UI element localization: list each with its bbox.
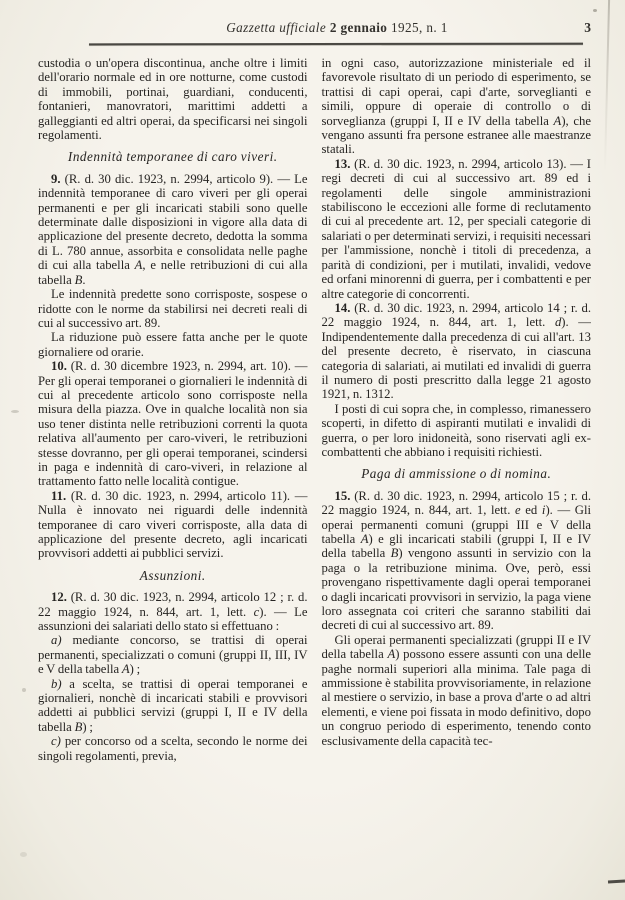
- masthead-date: 2 gennaio: [326, 20, 388, 35]
- paragraph: 9. (R. d. 30 dic. 1923, n. 2994, articolo 9). — Le indennità temporanee di caro viveri per gli operai permanenti e per gli incaricati stabili sono quelle determinate dalle disposizioni in vigore alla data di applicazione del presente decreto, dedotta la somma di L. 780 annue, assorbita e consolidata nelle paghe di cui alla tabella A, e nelle retribuzioni di cui alla tabella B.: [38, 171, 308, 287]
- scan-speck: [22, 688, 26, 692]
- scan-crease: [604, 0, 610, 172]
- paragraph: a) mediante concorso, se trattisi di operai permanenti, specializzati o comuni (gruppi II, III, IV e V della tabella A) ;: [38, 633, 308, 677]
- section-heading: Paga di ammissione o di nomina.: [361, 466, 552, 482]
- scan-speck: [11, 410, 19, 413]
- text-columns: [38, 56, 591, 866]
- masthead-issue: 1925, n. 1: [387, 20, 448, 35]
- paragraph: Le indennità predette sono corrisposte, sospese o ridotte con le norme da stabilirsi nei decreti reali di cui al successivo art. 89.: [38, 287, 308, 330]
- paragraph: in ogni caso, autorizzazione ministeriale ed il favorevole risultato di un periodo di esperimento, se trattisi di capi operai, capi d'arte, sorveglianti e simili, oppure di operaie di controllo o di sorveglianza (gruppi I, II e IV della tabella A), che vengano assunti fra persone estranee alle maestranze statali.: [321, 56, 591, 157]
- paragraph: c) per concorso od a scelta, secondo le norme dei singoli regolamenti, previa,: [38, 734, 308, 763]
- scan-speck: [593, 9, 597, 12]
- paragraph: b) a scelta, se trattisi di operai temporanei e giornalieri, nonchè di incaricati stabili e provvisori addetti ai pubblici servizi (gruppi I, II e IV della tabella B) ;: [38, 676, 308, 734]
- left-column: [38, 56, 308, 866]
- section-heading: Indennità temporanee di caro viveri.: [67, 149, 278, 165]
- paragraph: 11. (R. d. 30 dic. 1923, n. 2994, articolo 11). — Nulla è innovato nei riguardi delle indennità temporanee di caro viveri corrisposte, alla data di applicazione del presente decreto, agli incaricati provvisori addetti ai pubblici servizi.: [38, 488, 308, 561]
- scan-mark: [608, 880, 625, 884]
- header-rule: [89, 43, 583, 46]
- paragraph: I posti di cui sopra che, in complesso, rimanessero scoperti, in difetto di aspiranti mutilati e invalidi di guerra, o per loro inidoneità, sono riservati agli ex-combattenti che abbiano i requisiti richiesti.: [321, 401, 591, 459]
- page-number: 3: [584, 20, 591, 35]
- right-column: [322, 56, 592, 866]
- paragraph: 14. (R. d. 30 dic. 1923, n. 2994, articolo 14 ; r. d. 22 maggio 1924, n. 844, art. 1, lett. d). — Indipendentemente dalla precedenza di cui all'art. 13 del presente decreto, è riservato, in ciascuna categoria di salariati, ai mutilati ed invalidi di guerra il numero di posti prescritto dalla legge 21 agosto 1921, n. 1312.: [321, 300, 591, 402]
- scan-speck: [20, 852, 27, 857]
- paragraph: 13. (R. d. 30 dic. 1923, n. 2994, articolo 13). — I regi decreti di cui al successivo art. 89 ed i regolamenti delle singole amministrazioni stabiliscono le eccezioni alle forme di reclutamento di cui al precedente art. 12, per speciali categorie di salariati o per determinati servizi, i requisiti necessari per l'ammissione, nonchè i titoli di precedenza, a parità di condizioni, per i mutilati, invalidi, vedove ed orfani minorenni di guerra, per i combattenti e per altre categorie di concorrenti.: [321, 156, 591, 301]
- paragraph: La riduzione può essere fatta anche per le quote giornaliere od orarie.: [38, 330, 308, 359]
- paragraph: 10. (R. d. 30 dicembre 1923, n. 2994, art. 10). — Per gli operai temporanei o giornalieri le indennità di cui al precedente articolo sono corrisposte nella misura della piazza. Ove in qualche località non sia uso tener distinta nelle retribuzioni correnti la quota relativa all'aumento per caro-viveri, le retribuzioni stesse dovranno, per gli operai temporanei, scindersi in paga e indennità di caro-viveri, in relazione al trattamento fatto nelle località contigue.: [38, 359, 308, 489]
- masthead-title: Gazzetta ufficiale: [226, 20, 327, 35]
- paragraph: custodia o un'opera discontinua, anche oltre i limiti dell'orario normale ed in ore notturne, come custodi di immobili, portinai, guardiani, conducenti, fontanieri, manovratori, marittimi addetti a galleggianti ed altri operai, da specificarsi nei singoli regolamenti.: [38, 56, 308, 143]
- paragraph: Gli operai permanenti specializzati (gruppi II e IV della tabella A) possono essere assunti con una delle paghe normali superiori alla minima. Tale paga di ammissione è stabilita provvisoriamente, in relazione al mestiere o servizio, in base a prova d'arte o ad altri elementi, e viene poi fissata in modo definitivo, dopo un congruo periodo di esperimento, tenendo conto esclusivamente della capacità tec-: [321, 632, 591, 748]
- masthead: [90, 20, 584, 36]
- section-heading: Assunzioni.: [139, 567, 206, 583]
- paragraph: 15. (R. d. 30 dic. 1923, n. 2994, articolo 15 ; r. d. 22 maggio 1924, n. 844, art. 1, lett. e ed i). — Gli operai permanenti comuni (gruppi III e V della tabella A) e gli incaricati stabili (gruppi I, II e IV della tabella B) vengono assunti in servizio con la paga o la retribuzione minima. Ove, però, essi provengano rispettivamente dagli operai temporanei o dagli incaricati provvisori in servizio, la paga viene loro assegnata coi criteri che saranno stabiliti dai decreti di cui al successivo art. 89.: [321, 488, 591, 633]
- paragraph: 12. (R. d. 30 dic. 1923, n. 2994, articolo 12 ; r. d. 22 maggio 1924, n. 844, art. 1, lett. c). — Le assunzioni dei salariati dello stato si effettuano :: [38, 590, 308, 634]
